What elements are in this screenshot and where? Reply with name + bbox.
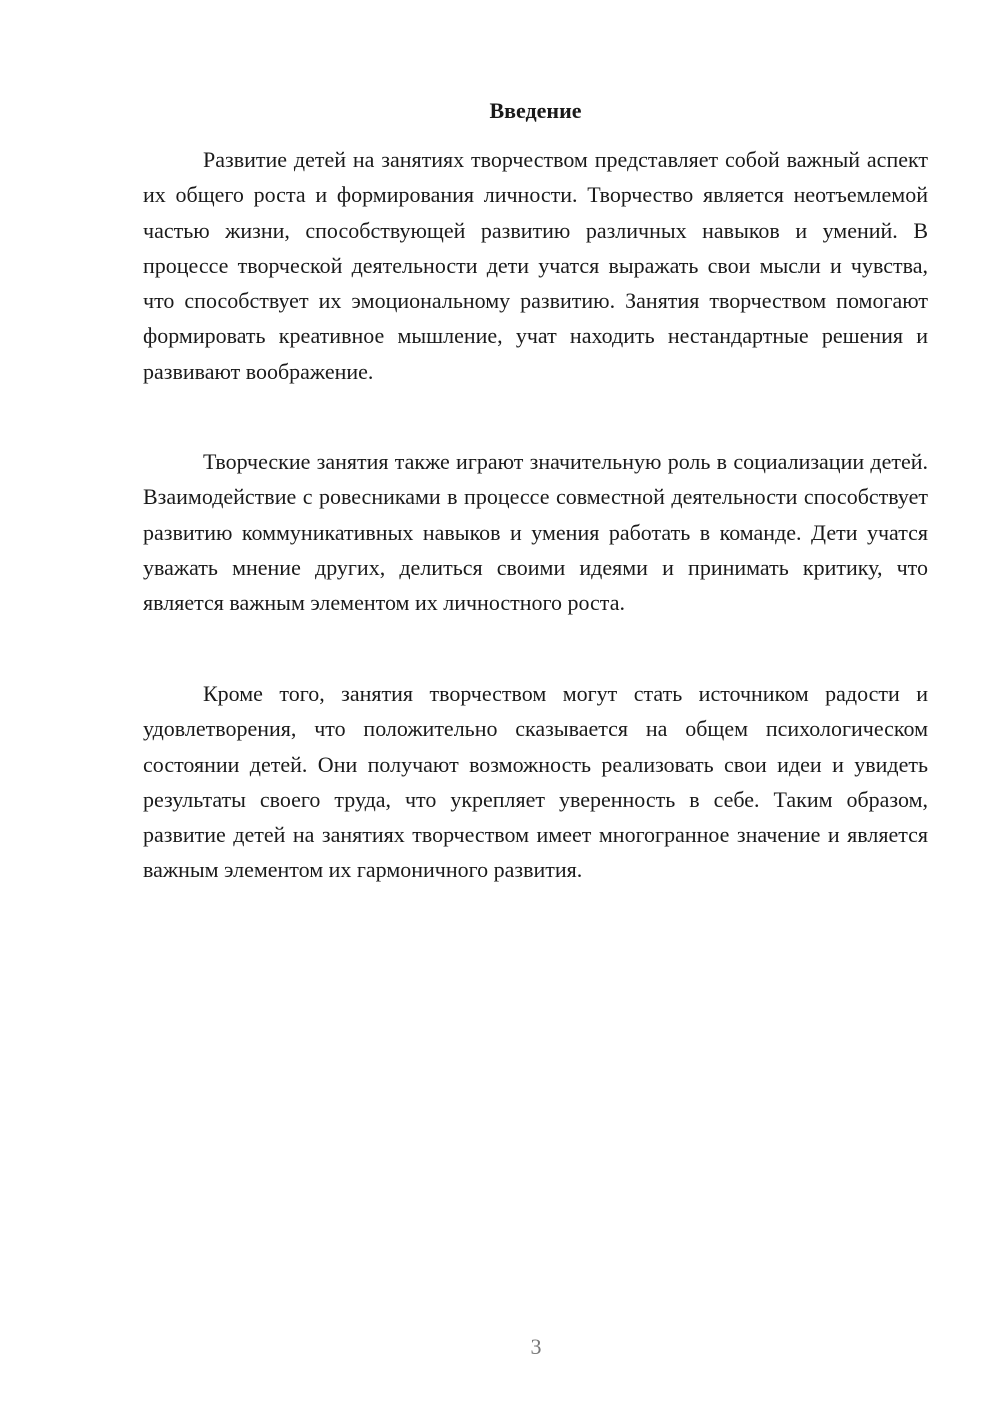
paragraph-1: Развитие детей на занятиях творчеством представляет собой важный аспект их общего роста и формирования личности. Творчество является неотъемлемой частью жизни, способствующей развитию различных навыков и умений. В процессе творческой деятельности дети учатся выражать свои мысли и чувства, что способствует их эмоциональному развитию. Занятия творчеством помогают формировать креативное мышление, учат находить нестандартные решения и развивают воображение.: [143, 147, 928, 384]
paragraph-3: Кроме того, занятия творчеством могут стать источником радости и удовлетворения, что положительно сказывается на общем психологическом состоянии детей. Они получают возможность реализовать свои идеи и увидеть результаты своего труда, что укрепляет уверенность в себе. Таким образом, развитие детей на занятиях творчеством имеет многогранное значение и является важным элементом их гармоничного развития.: [143, 681, 928, 883]
page-title: Введение: [489, 98, 582, 123]
paragraph-2: Творческие занятия также играют значительную роль в социализации детей. Взаимодействие с ровесниками в процессе совместной деятельности способствует развитию коммуникативных навыков и умения работать в команде. Дети учатся уважать мнение других, делиться своими идеями и принимать критику, что является важным элементом их личностного роста.: [143, 449, 928, 616]
page-number: 3: [530, 1334, 542, 1359]
